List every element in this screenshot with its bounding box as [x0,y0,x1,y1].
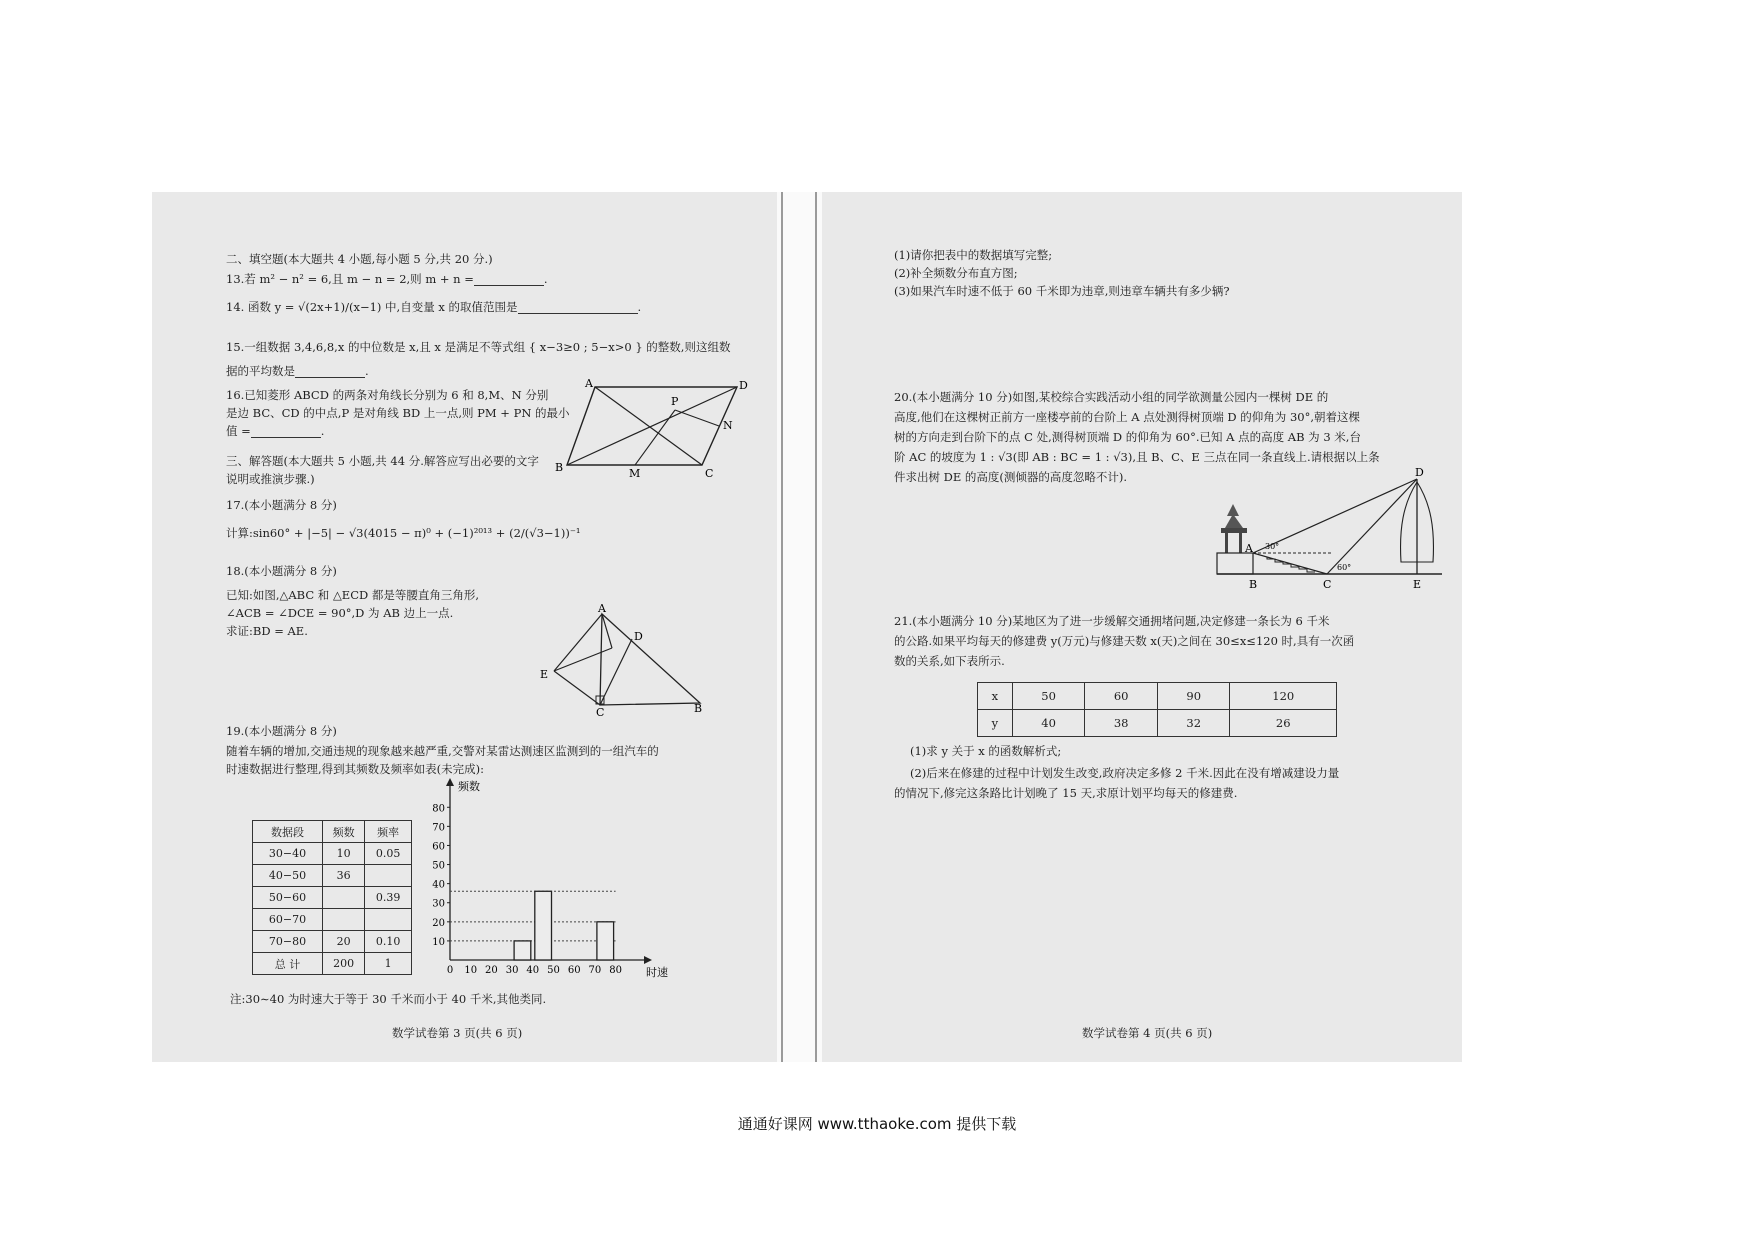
table-row [253,887,412,909]
table-cell: 10 [323,843,365,865]
table-cell: 40−50 [253,865,323,887]
label-D: D [1415,466,1424,479]
x-tick-label: 50 [547,965,560,976]
histogram-bar [597,922,614,960]
y-tick-label: 20 [432,917,445,929]
x-tick-label: 30 [505,965,519,976]
question-16-line1: 16.已知菱形 ABCD 的两条对角线长分别为 6 和 8,M、N 分别 [226,388,549,402]
x-label-cell: x [978,683,1013,710]
rhombus-figure [555,377,748,480]
y-value-cell: 32 [1157,710,1230,737]
label-A: A [1245,542,1253,555]
table-cell: 36 [323,865,365,887]
angle-30-label: 30° [1265,542,1280,551]
y-axis-label: 频数 [458,780,480,793]
angle-60-label: 60° [1337,563,1352,572]
label-M: M [629,467,641,480]
section3-heading-line1: 三、解答题(本大题共 5 小题,共 44 分.解答应写出必要的文字 [226,454,539,468]
x-row [978,683,1337,710]
table-cell: 60−70 [253,909,323,931]
label-N: N [723,419,733,432]
table-row [253,865,412,887]
question-14: 14. 函数 y = √(2x+1)/(x−1) 中,自变量 x 的取值范围是 . [226,300,642,314]
question-17-body: 计算:sin60° + |−5| − √3(4015 − π)⁰ + (−1)²⁰¹³ + (2/(√3−1))⁻¹ [226,526,581,540]
y-value-cell: 40 [1012,710,1085,737]
x-axis-arrow [644,956,652,964]
left-page [152,192,777,1062]
table-cell [323,887,365,909]
table-cell [365,865,412,887]
question-15-line1: 15.一组数据 3,4,6,8,x 的中位数是 x,且 x 是满足不等式组 { x−3≥0 ; 5−x>0 } 的整数,则这组数 [226,340,731,354]
table-row [253,931,412,953]
table-cell: 0.05 [365,843,412,865]
answer-blank-16 [251,426,321,438]
question-21-sub1: (1)求 y 关于 x 的函数解析式; [910,744,1062,758]
right-page [822,192,1462,1062]
question-18-line2: ∠ACB = ∠DCE = 90°,D 为 AB 边上一点. [226,606,454,620]
y-tick-label: 30 [432,898,445,910]
label-A: A [585,377,593,390]
question-21-line1: 21.(本小题满分 10 分)某地区为了进一步缓解交通拥堵问题,决定修建一条长为 6 千米 [894,614,1330,628]
table-cell [365,909,412,931]
x-value-cell: 50 [1012,683,1085,710]
site-footer: 通通好课网 www.tthaoke.com 提供下载 [737,1115,1017,1133]
section2-heading: 二、填空题(本大题共 4 小题,每小题 5 分,共 20 分.) [226,252,493,266]
question-13: 13.若 m² − n² = 6,且 m − n = 2,则 m + n = . [226,272,548,286]
y-tick-label: 10 [432,936,445,948]
y-tick-label: 80 [432,803,445,815]
table-cell: 20 [323,931,365,953]
question-17-heading: 17.(本小题满分 8 分) [226,498,337,512]
label-D: D [634,630,643,643]
table-row [253,843,412,865]
frequency-table [252,820,412,975]
question-21-sub2-line2: 的情况下,修完这条路比计划晚了 15 天,求原计划平均每天的修建费. [894,786,1238,800]
question-20-line5: 件求出树 DE 的高度(测倾器的高度忽略不计). [894,470,1128,484]
histogram-bar [535,891,552,960]
table-header-cell: 频数 [323,821,365,843]
histogram-bar [514,941,531,960]
page-footer-3: 数学试卷第 3 页(共 6 页) [392,1026,523,1040]
x-axis-label: 时速 [646,966,668,979]
question-18-line3: 求证:BD = AE. [226,624,308,638]
x-tick-label: 70 [588,965,602,976]
y-label-cell: y [978,710,1013,737]
tree-measure-figure [1217,466,1452,594]
label-E: E [1413,578,1422,591]
question-20-line3: 树的方向走到台阶下的点 C 处,测得树顶端 D 的仰角为 60°.已知 A 点的高度 AB 为 3 米,台 [894,430,1361,444]
y-axis-arrow [446,778,454,786]
label-D: D [739,379,748,392]
label-B: B [694,702,703,715]
question-20-line2: 高度,他们在这棵树正前方一座楼亭前的台阶上 A 点处测得树顶端 D 的仰角为 30°,朝着这棵 [894,410,1360,424]
x-tick-label: 10 [464,965,478,976]
table-row [253,909,412,931]
table-row [253,953,412,975]
answer-blank-15 [295,366,365,378]
y-value-cell: 26 [1230,710,1337,737]
table-cell: 200 [323,953,365,975]
table-note: 注:30∼40 为时速大于等于 30 千米而小于 40 千米,其他类同. [230,992,547,1006]
question-18-line1: 已知:如图,△ABC 和 △ECD 都是等腰直角三角形, [226,588,480,602]
label-B: B [555,461,564,474]
triangle-figure [534,602,704,719]
xy-table [977,682,1337,737]
y-tick-label: 70 [432,822,445,834]
answer-blank-14 [518,302,638,314]
y-tick-label: 40 [432,879,445,891]
table-cell [323,909,365,931]
question-21-line3: 数的关系,如下表所示. [894,654,1005,668]
y-tick-label: 50 [432,860,445,872]
question-19-line1: 随着车辆的增加,交通违规的现象越来越严重,交警对某雷达测速区监测到的一组汽车的 [226,744,659,758]
label-B: B [1249,578,1258,591]
table-cell: 0.10 [365,931,412,953]
table-cell: 70−80 [253,931,323,953]
x-value-cell: 60 [1085,683,1158,710]
x-tick-label: 40 [526,965,540,976]
question-19-sub3: (3)如果汽车时速不低于 60 千米即为违章,则违章车辆共有多少辆? [894,284,1230,298]
table-header-row [253,821,412,843]
section3-heading-line2: 说明或推演步骤.) [226,472,315,486]
x-value-cell: 120 [1230,683,1337,710]
x-tick-label: 0 [446,965,454,976]
question-18-heading: 18.(本小题满分 8 分) [226,564,337,578]
question-19-line2: 时速数据进行整理,得到其频数及频率如表(未完成): [226,762,485,776]
question-19-sub2: (2)补全频数分布直方图; [894,266,1018,280]
table-header-cell: 频率 [365,821,412,843]
y-tick-label: 60 [432,841,445,853]
label-P: P [671,395,679,408]
histogram-chart [420,780,668,980]
answer-blank-13 [474,274,544,286]
label-C: C [596,706,605,719]
table-cell: 30−40 [253,843,323,865]
question-16-line2: 是边 BC、CD 的中点,P 是对角线 BD 上一点,则 PM + PN 的最小 [226,406,570,420]
label-C: C [705,467,714,480]
question-16-line3: 值 = . [226,424,325,438]
x-tick-label: 80 [609,965,622,976]
question-20-line1: 20.(本小题满分 10 分)如图,某校综合实践活动小组的同学欲测量公园内一棵树 DE 的 [894,390,1329,404]
page-footer-4: 数学试卷第 4 页(共 6 页) [1082,1026,1213,1040]
y-row [978,710,1337,737]
question-19-sub1: (1)请你把表中的数据填写完整; [894,248,1053,262]
question-20-line4: 阶 AC 的坡度为 1 : √3(即 AB : BC = 1 : √3),且 B、C、E 三点在同一条直线上.请根据以上条 [894,450,1380,464]
label-E: E [540,668,549,681]
page-gutter [777,192,822,1062]
table-cell: 0.39 [365,887,412,909]
y-value-cell: 38 [1085,710,1158,737]
table-cell: 1 [365,953,412,975]
table-cell: 总 计 [253,953,323,975]
question-19-heading: 19.(本小题满分 8 分) [226,724,337,738]
label-A: A [598,602,606,615]
table-cell: 50−60 [253,887,323,909]
question-21-line2: 的公路.如果平均每天的修建费 y(万元)与修建天数 x(天)之间在 30≤x≤120 时,具有一次函 [894,634,1355,648]
question-15-line2: 据的平均数是 . [226,364,369,378]
question-21-sub2-line1: (2)后来在修建的过程中计划发生改变,政府决定多修 2 千米.因此在没有增减建设力量 [910,766,1340,780]
x-tick-label: 20 [485,965,498,976]
label-C: C [1323,578,1332,591]
x-tick-label: 60 [567,965,581,976]
table-header-cell: 数据段 [253,821,323,843]
x-value-cell: 90 [1157,683,1230,710]
